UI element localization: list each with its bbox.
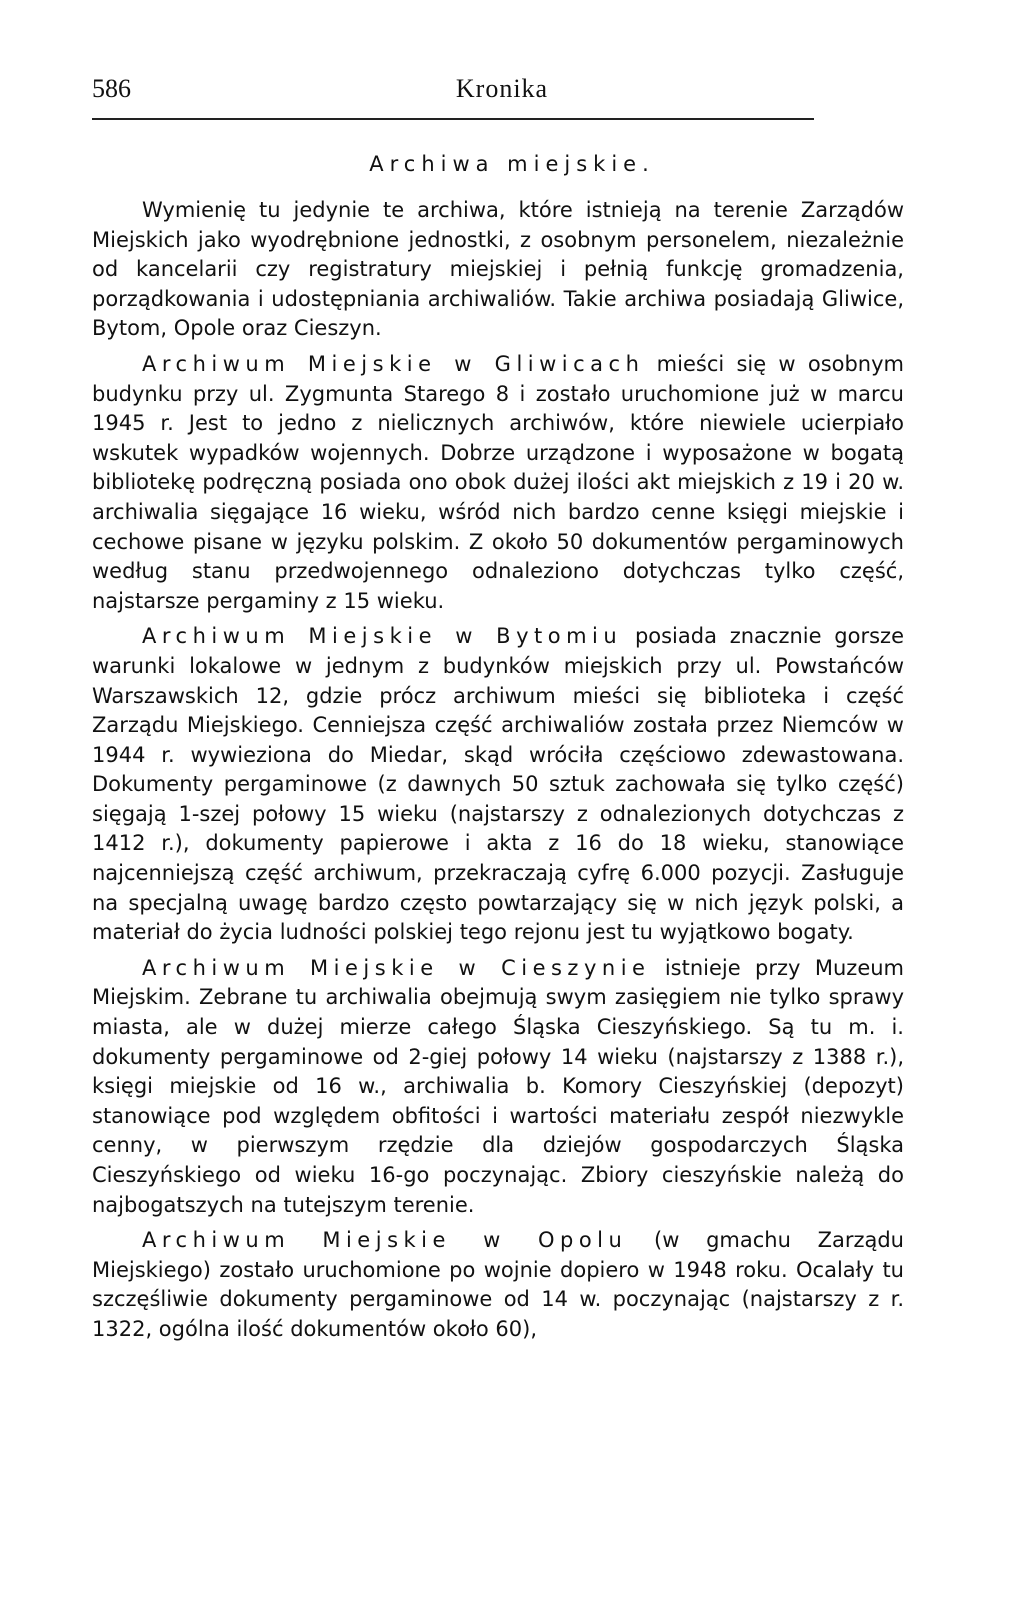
paragraph-4: [92, 954, 904, 1220]
paragraph-5: [92, 1226, 904, 1344]
paragraph-2: [92, 350, 904, 616]
paragraph-2-text: mieści się w osobnym budynku przy ul. Zygmunta Starego 8 i zostało uruchomione już w marcu 1945 r. Jest to jedno z nielicznych archiwów, które niewiele ucierpiało wskutek wypadków wojennych. Dobrze urządzone i wyposażone w bogatą bibliotekę podręczną posiada ono obok dużej ilości akt miejskich z 19 i 20 w. archiwalia sięgające 16 wieku, wśród nich bardzo cenne księgi miejskie i cechowe pisane w języku polskim. Z około 50 dokumentów pergaminowych według stanu przedwojennego odnaleziono dotychczas tylko część, najstarsze pergaminy z 15 wieku.: [92, 351, 905, 613]
paragraph-3: [92, 622, 904, 948]
paragraph-5-spaced-lead: Archiwum Miejskie w Opolu: [142, 1228, 628, 1253]
paragraph-3-spaced-lead: Archiwum Miejskie w Bytomiu: [142, 624, 623, 649]
paragraph-1: [92, 196, 904, 344]
page-number: 586: [92, 74, 131, 103]
paragraph-4-text: istnieje przy Muzeum Miejskim. Zebrane tu archiwalia obejmują swym zasięgiem nie tylko sprawy miasta, ale w dużej mierze całego Śląska Cieszyńskiego. Są tu m. i. dokumenty pergaminowe od 2-giej połowy 14 wieku (najstarszy z 1388 r.), księgi miejskie od 16 w., archiwalia b. Komory Cieszyńskiej (depozyt) stanowiące pod względem obfitości i wartości materiału zespół niezwykle cenny, w pierwszym rzędzie dla dziejów gospodarczych Śląska Cieszyńskiego od wieku 16-go poczynając. Zbiory cieszyńskie należą do najbogatszych na tutejszym terenie.: [92, 955, 904, 1217]
paragraph-1-text: Wymienię tu jedynie te archiwa, które istnieją na terenie Zarządów Miejskich jako wyodrębnione jednostki, z osobnym personelem, niezależnie od kancelarii czy registratury miejskiej i pełnią funkcję gromadzenia, porządkowania i udostępniania archiwaliów. Takie archiwa posiadają Gliwice, Bytom, Opole oraz Cieszyn.: [92, 198, 904, 341]
body-text: [92, 196, 904, 1351]
paragraph-3-text: posiada znacznie gorsze warunki lokalowe w jednym z budynków miejskich przy ul. Powstańców Warszawskich 12, gdzie prócz archiwum mieści się biblioteka i część Zarządu Miejskiego. Cenniejsza część archiwaliów została przez Niemców w 1944 r. wywieziona do Miedar, skąd wróciła częściowo zdewastowana. Dokumenty pergaminowe (z dawnych 50 sztuk zachowała się tylko część) sięgają 1-szej połowy 15 wieku (najstarszy z odnalezionych dotychczas z 1412 r.), dokumenty papierowe i akta z 16 do 18 wieku, stanowiące najcenniejszą część archiwum, przekraczają cyfrę 6.000 pozycji. Zasługuje na specjalną uwagę bardzo często powtarzający się w nich język polski, a materiał do życia ludności polskiej tego rejonu jest tu wyjątkowo bogaty.: [92, 624, 904, 945]
paragraph-2-spaced-lead: Archiwum Miejskie w Gliwicach: [142, 351, 645, 376]
header-rule: [92, 118, 814, 120]
section-title: Archiwa miejskie.: [369, 152, 655, 176]
paragraph-4-spaced-lead: Archiwum Miejskie w Cieszynie: [142, 955, 651, 980]
running-title: Kronika: [455, 74, 549, 103]
page-header: [92, 74, 912, 108]
paragraph-5-text: (w gmachu Zarządu Miejskiego) zostało uruchomione po wojnie dopiero w 1948 roku. Ocalały tu szczęśliwie dokumenty pergaminowe od 14 w. poczynając (najstarszy z r. 1322, ogólna ilość dokumentów około 60),: [92, 1228, 904, 1341]
